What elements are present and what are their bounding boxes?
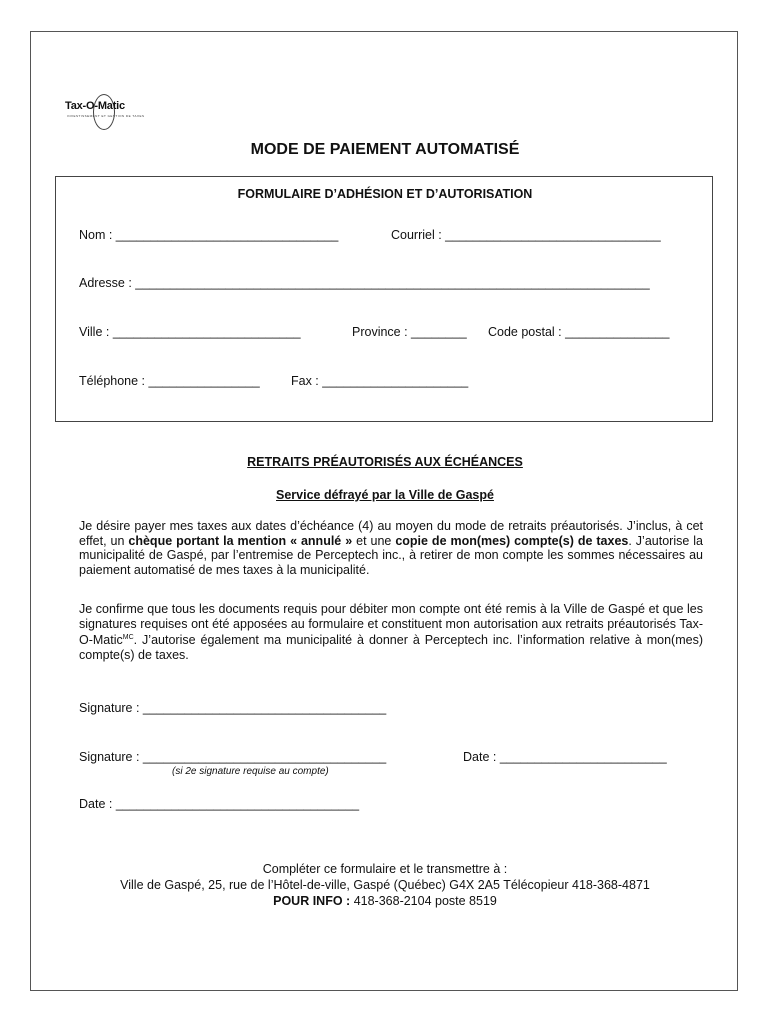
para1-text-1: Je désire payer mes taxes aux dates d’échéance (4) au moyen du mode de retraits préautorisés. J’inclus, à cet effet, un (79, 519, 703, 548)
paragraph-confirmation (79, 602, 703, 662)
para2-text-1: Je confirme que tous les documents requis pour débiter mon compte ont été remis à la Ville de Gaspé et que les signatures requises ont été apposées au formulaire et constituent mon autorisation aux retraits préautorisés Tax-O-Matic (79, 602, 703, 648)
fax-field[interactable]: Fax : _____________________ (291, 374, 469, 388)
paragraph-authorization (79, 519, 703, 577)
province-field[interactable]: Province : ________ (352, 325, 467, 339)
second-signature-note: (si 2e signature requise au compte) (172, 766, 329, 777)
courriel-field[interactable]: Courriel : _______________________________ (391, 228, 661, 242)
telephone-field[interactable]: Téléphone : ________________ (79, 374, 260, 388)
logo-tagline: INVESTISSEMENT ET GESTION DE TAXES (67, 114, 145, 118)
section-subheading: Service défrayé par la Ville de Gaspé (276, 488, 494, 502)
para1-text-2: et une (352, 533, 396, 548)
para1-bold-1: chèque portant la mention « annulé » (128, 533, 353, 548)
page-border (30, 31, 738, 991)
form-title: FORMULAIRE D’ADHÉSION ET D’AUTORISATION (237, 187, 533, 201)
footer-info-label: POUR INFO : (273, 894, 351, 908)
page-title: MODE DE PAIEMENT AUTOMATISÉ (250, 141, 520, 158)
tax-o-matic-logo (65, 98, 175, 132)
footer-info (0, 894, 770, 909)
date-right-field[interactable]: Date : ________________________ (463, 750, 667, 764)
footer-info-value: 418-368-2104 poste 8519 (350, 894, 497, 908)
footer-instruction: Compléter ce formulaire et le transmettre à : (262, 862, 508, 876)
signature-2-field[interactable]: Signature : ___________________________________ (79, 750, 387, 764)
adresse-field[interactable]: Adresse : __________________________________________________________________________ (79, 276, 650, 290)
date-left-field[interactable]: Date : ___________________________________ (79, 797, 360, 811)
para1-text-3: . J’autorise la municipalité de Gaspé, par l’entremise de Perceptech inc., à retirer de mon compte les sommes nécessaires au paiement automatisé de mes taxes à la municipalité. (79, 533, 703, 577)
signature-1-field[interactable]: Signature : ___________________________________ (79, 701, 387, 715)
footer-address: Ville de Gaspé, 25, rue de l’Hôtel-de-ville, Gaspé (Québec) G4X 2A5 Télécopieur 418-368-4871 (120, 878, 650, 892)
logo-brand: Tax-O-Matic (65, 100, 125, 112)
nom-field[interactable]: Nom : ________________________________ (79, 228, 339, 242)
para2-text-2: . J’autorise également ma municipalité à donner à Perceptech inc. l’information relative à mon(mes) compte(s) de taxes. (79, 633, 703, 662)
ville-field[interactable]: Ville : ___________________________ (79, 325, 301, 339)
para2-superscript: MC (122, 634, 134, 641)
section-heading: RETRAITS PRÉAUTORISÉS AUX ÉCHÉANCES (247, 455, 523, 469)
code-postal-field[interactable]: Code postal : _______________ (488, 325, 670, 339)
para1-bold-2: copie de mon(mes) compte(s) de taxes (395, 533, 629, 548)
